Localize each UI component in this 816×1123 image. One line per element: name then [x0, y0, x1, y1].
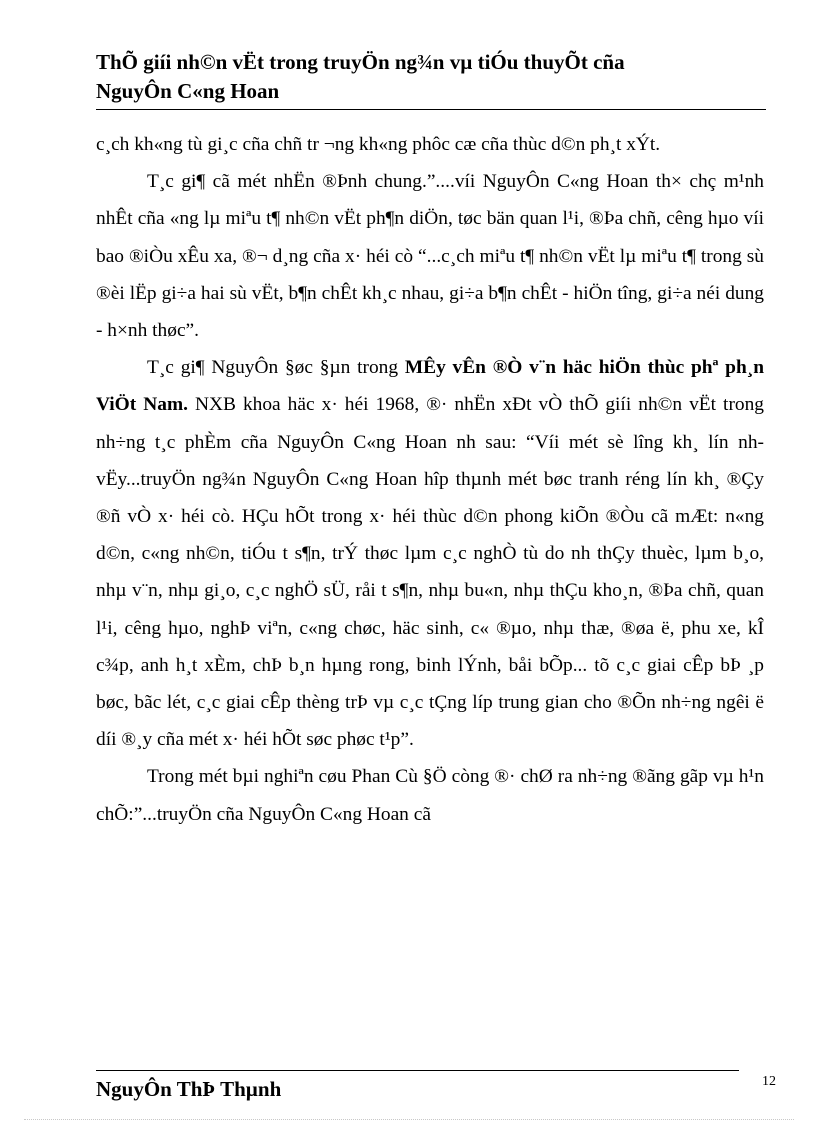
header-title-line-1: ThÕ giíi nh©n vËt trong truyÖn ng¾n vµ tiÓu thuyÕt cña [96, 50, 625, 74]
paragraph-1: c¸ch kh«ng tù gi¸c cña chñ tr ¬ng kh«ng phôc cæ cña thùc d©n ph¸t xÝt. [96, 134, 661, 155]
paragraph-3-quote: NXB khoa häc x· héi 1968, ®· nhËn xÐt vÒ thÕ giíi nh©n vËt trong nh÷ng t¸c phÈm cña NguyÔn C«ng Hoan nh sau: “Víi mét sè lîng kh¸ lín nh vËy...truyÖn ng¾n NguyÔn C«ng Hoan hîp thµnh mét bøc tranh réng lín kh¸ ®Çy ®ñ vÒ x· héi cò. HÇu hÕt trong x· héi thùc d©n phong kiÕn ®Òu cã mÆt: n«ng d©n, c«ng nh©n, tiÓu t s¶n, trÝ thøc lµm c¸c nghÒ tù do nh thÇy thuèc, lµm b¸o, nhµ v¨n, nhµ gi¸o, c¸c nghÖ sÜ, råi t s¶n, nhµ bu«n, nhµ thÇu kho¸n, ®Þa chñ, quan l¹i, cêng hµo, nghÞ viªn, c«ng chøc, häc sinh, c« ®µo, nhµ thæ, ®øa ë, phu xe, kÎ c¾p, anh h¸t xÈm, chÞ b¸n hµng rong, binh lÝnh, båi bÕp... tõ c¸c giai cÊp bÞ ¸p bøc, bãc lét, c¸c giai cÊp thèng trÞ vµ c¸c tÇng líp trung gian cho ®Õn nh÷ng ngêi ë díi ®¸y cña mét x· héi hÕt søc phøc t¹p”. [96, 394, 764, 751]
page-edge-divider [24, 1119, 794, 1120]
paragraph-3-intro: T¸c gi¶ NguyÔn §øc §µn trong [147, 357, 405, 379]
footer-author: NguyÔn ThÞ Thµnh [96, 1077, 282, 1101]
page-number: 12 [762, 1074, 776, 1089]
book-title: MÊy vÊn ®Ò v¨n häc hiÖn thùc phª ph¸n ViÖt Nam. [96, 357, 764, 416]
body-text [96, 126, 764, 833]
paragraph-2: T¸c gi¶ cã mét nhËn ®Þnh chung.”....víi NguyÔn C«ng Hoan th× chç m¹nh nhÊt cña «ng lµ miªu t¶ nh©n vËt ph¶n diÖn, tøc bän quan l¹i, ®Þa chñ, cêng hµo víi bao ®iÒu xÊu xa, ®¬ d¸ng cña x· héi cò “...c¸ch miªu t¶ nh©n vËt lµ miªu t¶ trong sù ®èi lËp gi÷a hai sù vËt, b¶n chÊt kh¸c nhau, gi÷a b¶n chÊt - hiÖn tîng, gi÷a néi dung - h×nh thøc”. [96, 171, 764, 342]
running-header [96, 48, 766, 110]
paragraph-4: Trong mét bµi nghiªn cøu Phan Cù §Ö còng ®· chØ ra nh÷ng ®ãng gãp vµ h¹n chÕ:”...truyÖn cña NguyÔn C«ng Hoan cã [96, 766, 764, 825]
header-title-line-2: NguyÔn C«ng Hoan [96, 79, 280, 103]
footer-divider [96, 1070, 739, 1071]
paragraph-3 [96, 349, 764, 758]
